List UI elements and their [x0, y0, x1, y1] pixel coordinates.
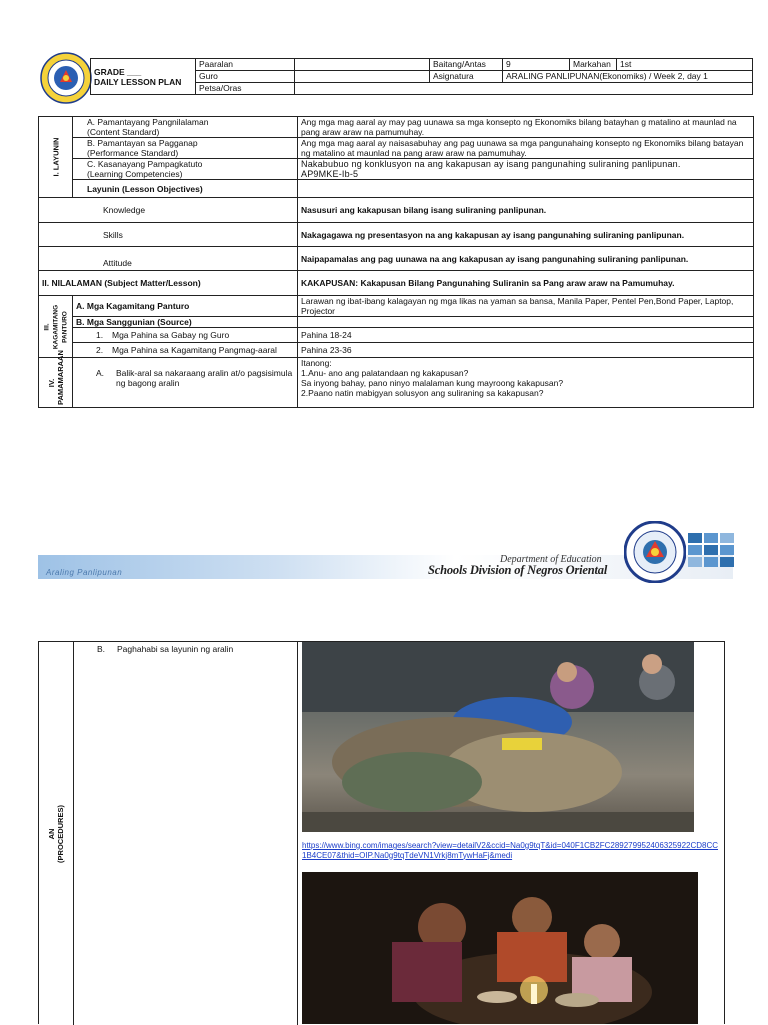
skills-label: Skills [39, 223, 298, 247]
item-1-value: Pahina 18-24 [298, 328, 754, 343]
skills-value: Nakagagawa ng presentasyon na ang kakapusan ay isang pangunahing suliraning panlipunan. [298, 223, 754, 247]
paaralan-label: Paaralan [196, 59, 295, 71]
header-table [90, 58, 753, 95]
grade-label: GRADE ___ [94, 66, 142, 77]
item-2-number: 2. [96, 345, 104, 355]
pamamaraan-a-label: Balik-aral sa nakaraang aralin at/o pagsisimula ng bagong aralin [116, 368, 293, 388]
kagamitan-section: III. KAGAMITANG PANTURO [39, 296, 73, 358]
attitude-label: Attitude [39, 247, 298, 271]
sanggunian-label: B. Mga Sanggunian (Source) [73, 317, 298, 328]
dlp-title: DAILY LESSON PLAN [94, 76, 182, 87]
attitude-value: Naipapamalas ang pag uunawa na ang kakapusan ay isang pangunahing suliraning panlipunan. [298, 247, 754, 271]
photo-candlelight-family [302, 872, 698, 1024]
markahan-label: Markahan [570, 59, 617, 71]
kagamitan-a-value: Larawan ng ibat-ibang kalagayan ng mga likas na yaman sa bansa, Manila Paper, Pentel Pen,Bond Paper, Laptop, Projector [298, 296, 754, 317]
photo-source-link[interactable]: https://www.bing.com/images/search?view=detailV2&ccid=Na0g9tqT&id=040F1CB2FC289279952406325922CD8CC1B4CE07&thid=OIP.Na0g9tqTdeVN1Vrkj8mTywHaFj&medi [302, 841, 719, 860]
item-2-value: Pahina 23-36 [298, 343, 754, 358]
lesson-table [38, 116, 754, 408]
guro-field[interactable] [295, 71, 430, 83]
sanggunian-item-2 [73, 343, 298, 358]
procedures-b-letter: B. [97, 644, 106, 654]
deped-footer-seal [624, 521, 686, 583]
footer-division: Schools Division of Negros Oriental [428, 563, 608, 577]
paaralan-field[interactable] [295, 59, 430, 71]
baitang-label: Baitang/Antas [430, 59, 503, 71]
guro-label: Guro [196, 71, 295, 83]
pamamaraan-a-letter: A. [96, 368, 105, 378]
pamamaraan-section: IV. PAMAMARAAN [39, 358, 73, 408]
competencies-label: C. Kasanayang Pampagkatuto (Learning Competencies) [73, 159, 298, 180]
pamamaraan-a-value: Itanong: 1.Anu- ano ang palatandaan ng kakapusan? Sa inyong bahay, pano ninyo malalaman kung mayroong kakapusan? 2.Paano natin mabigyan solusyon ang suliraning sa kakapusan? [298, 358, 754, 408]
knowledge-value: Nasusuri ang kakapusan bilang isang suliraning panlipunan. [298, 198, 754, 223]
content-standard-label: A. Pamantayang Pangnilalaman (Content Standard) [73, 117, 298, 138]
content-standard-value: Ang mga mag aaral ay may pag uunawa sa mga konsepto ng Ekonomiks bilang batayhan g matalino at maunlad na pang araw araw na pamumuhay. [298, 117, 754, 138]
footer-squares [688, 533, 734, 579]
photo-piled-clothes [302, 642, 694, 832]
sanggunian-item-1 [73, 328, 298, 343]
performance-standard-value: Ang mga mag aaral ay naisasabuhay ang pag uunawa sa mga pangunahaing konsepto ng Ekonomiks bilang batayan ng matalino at maunlad na pang araw araw na pamumuhay. [298, 138, 754, 159]
performance-standard-label: B. Pamantayan sa Pagganap (Performance Standard) [73, 138, 298, 159]
layunin-section: I. LAYUNIN [39, 117, 73, 198]
markahan-value: 1st [617, 59, 753, 71]
asignatura-label: Asignatura [430, 71, 503, 83]
asignatura-value: ARALING PANLIPUNAN(Ekonomiks) / Week 2, day 1 [503, 71, 753, 83]
procedures-section: AN (PROCEDURES) [47, 804, 65, 863]
procedures-b-label: Paghahabi sa layunin ng aralin [117, 644, 234, 654]
objectives-label: Layunin (Lesson Objectives) [73, 180, 298, 198]
item-1-number: 1. [96, 330, 104, 340]
procedures-b-row [77, 644, 233, 654]
nilalaman-value: KAKAPUSAN: Kakapusan Bilang Pangunahing Suliranin sa Pang araw araw na Pamumuhay. [298, 271, 754, 296]
kagamitan-a-label: A. Mga Kagamitang Panturo [73, 296, 298, 317]
footer-subject: Araling Panlipunan [46, 568, 123, 577]
knowledge-label: Knowledge [39, 198, 298, 223]
petsa-label: Petsa/Oras [196, 83, 295, 95]
baitang-value: 9 [503, 59, 570, 71]
item-1-label: Mga Pahina sa Gabay ng Guro [112, 330, 230, 340]
competencies-value: Nakabubuo ng konklusyon na ang kakapusan ay isang pangunahing suliraning panlipunan. AP9MKE-Ib-5 [298, 159, 754, 180]
pamamaraan-a-cell [73, 358, 298, 408]
item-2-label: Mga Pahina sa Kagamitang Pangmag-aaral [112, 345, 277, 355]
deped-seal-logo [40, 52, 92, 104]
footer-dept: Department of Education [500, 554, 602, 565]
nilalaman-label: II. NILALAMAN (Subject Matter/Lesson) [39, 271, 298, 296]
petsa-field[interactable] [295, 83, 753, 95]
